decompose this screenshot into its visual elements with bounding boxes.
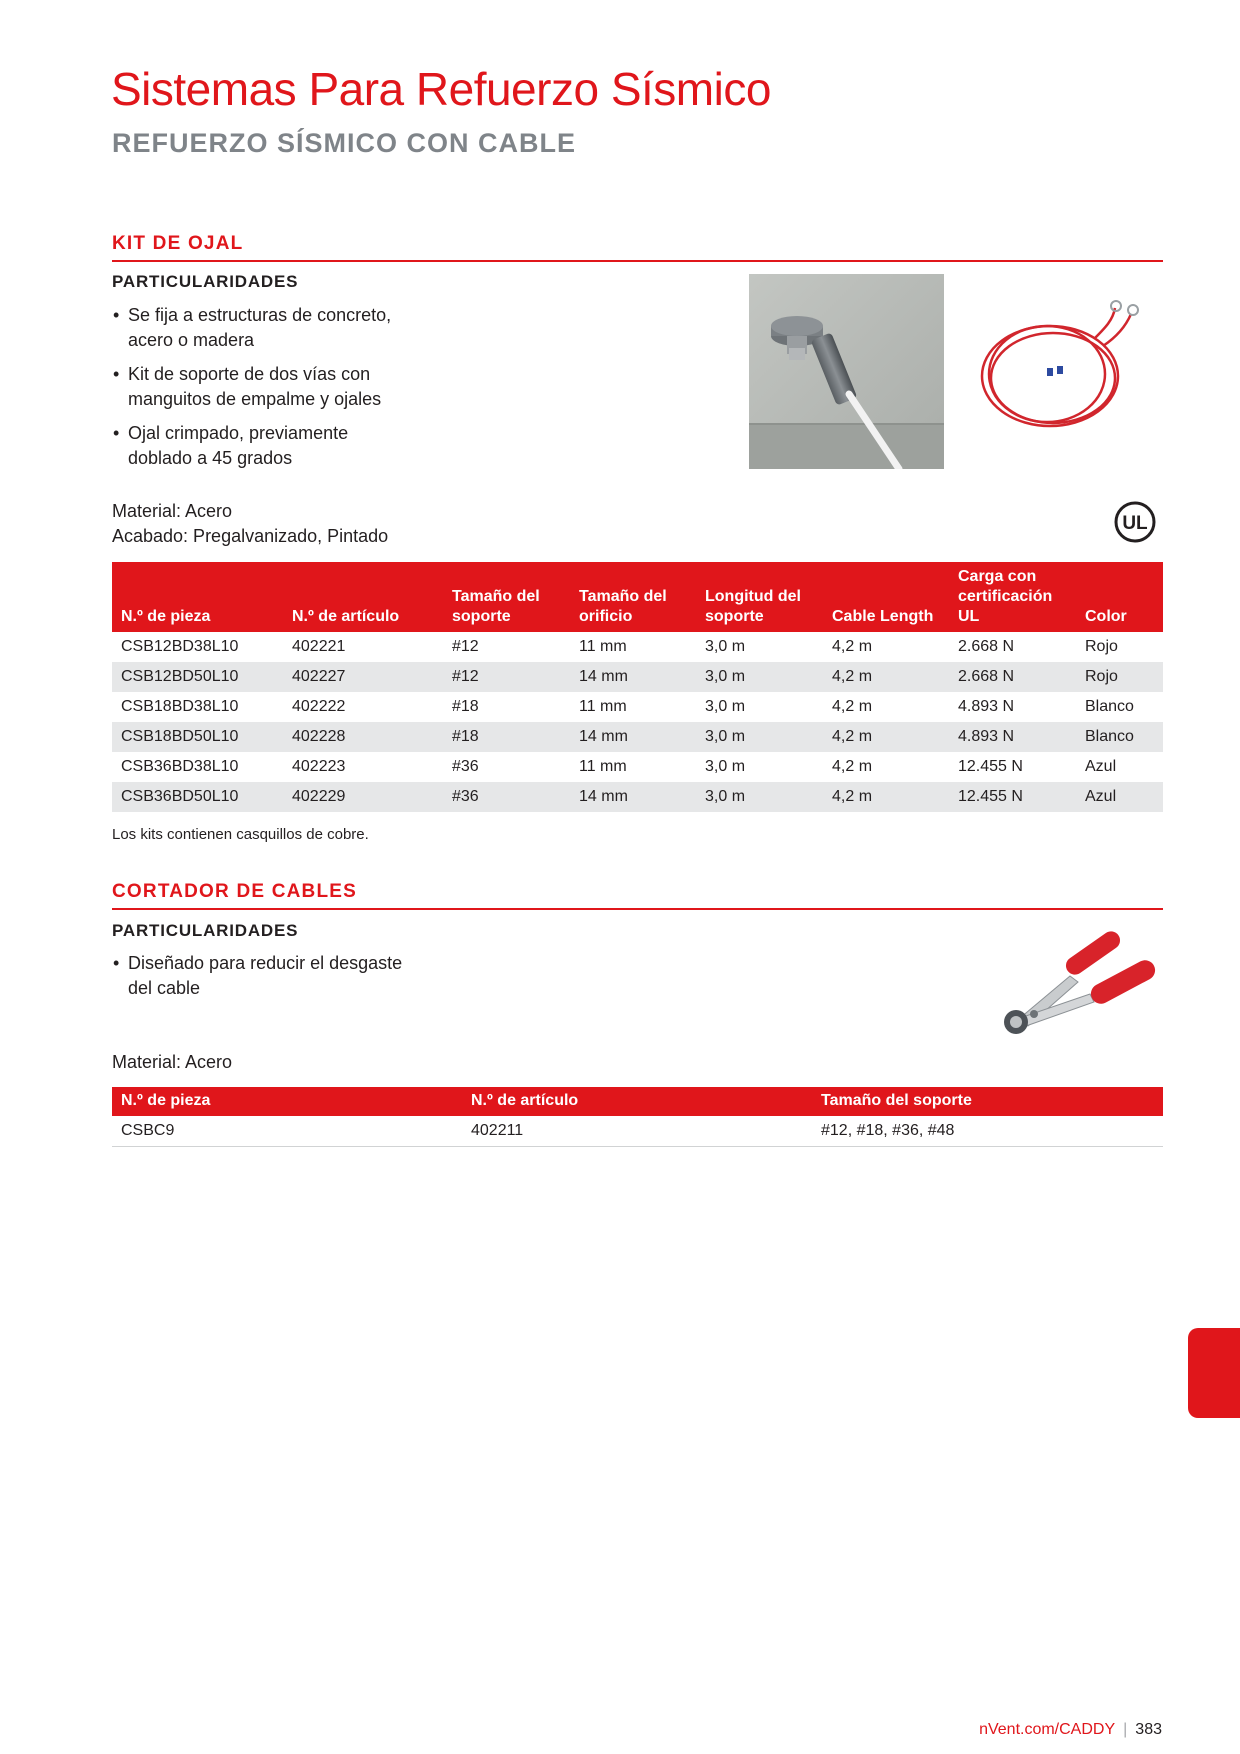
table-cell: Azul [1085,758,1117,775]
table-cell: 4,2 m [823,662,949,692]
footer [979,1721,1162,1739]
section-heading-kit-ojal: KIT DE OJAL [112,233,1163,262]
section-tab-marker [1188,1328,1240,1418]
table-cell: 3,0 m [705,698,746,715]
col-header-color: Color [1076,562,1163,632]
page-title: Sistemas Para Refuerzo Sísmico [111,63,771,115]
product-photo-cable-cutter [990,918,1166,1040]
table-row [112,632,1163,662]
table-cell: #12 [452,638,479,655]
table-cell: 402227 [283,662,443,692]
table-row [112,662,1163,692]
table-cell: #12, #18, #36, #48 [812,1116,1163,1147]
table-cell: 402228 [283,722,443,752]
table-cell: 4,2 m [832,698,873,715]
table-cell: 11 mm [579,758,627,775]
kit-note: Los kits contienen casquillos de cobre. [112,826,369,843]
table-cell: 3,0 m [696,722,823,752]
col-header-pieza: N.º de pieza [112,562,283,632]
table-cell: 4,2 m [832,758,873,775]
table-cell: CSB18BD38L10 [121,698,239,715]
table-header-row [112,562,1163,632]
table-cell: Blanco [1085,698,1134,715]
table-cell: 402223 [292,758,346,775]
table-cell: 3,0 m [696,662,823,692]
feature-item: • Se fija a estructuras de concreto, acero o madera [112,303,412,353]
table-cell: 2.668 N [958,638,1015,655]
finish-text: Acabado: Pregalvanizado, Pintado [112,526,389,546]
table-cell: 3,0 m [696,782,823,812]
table-cell: CSB36BD38L10 [121,758,239,775]
col-header-articulo: N.º de artículo [462,1087,812,1116]
feature-item: • Diseñado para reducir el desgaste del cable [112,951,422,1001]
table-row [112,692,1163,722]
table-cell: 402229 [283,782,443,812]
table-cell: 3,0 m [705,758,746,775]
feature-item: • Kit de soporte de dos vías con manguitos de empalme y ojales [112,362,412,412]
features-list [112,303,412,480]
table-cell: 11 mm [579,638,627,655]
footer-url[interactable]: nVent.com/CADDY [979,1721,1116,1738]
table-cell: 402211 [462,1116,812,1147]
table-cell: 4.893 N [958,698,1015,715]
col-header-pieza: N.º de pieza [112,1087,462,1116]
page-subtitle: REFUERZO SÍSMICO CON CABLE [112,128,577,158]
table-cell: 4.893 N [949,722,1076,752]
section-heading-cortador: CORTADOR DE CABLES [112,881,1163,910]
ul-logo-icon [1113,500,1157,544]
table-cell: #36 [443,782,570,812]
col-header-tamano-soporte: Tamaño del soporte [812,1087,1163,1116]
table-cell: 11 mm [579,698,627,715]
table-header-row [112,1087,1163,1116]
material-text: Material: Acero [112,1052,233,1072]
table-row [112,1116,1163,1147]
col-header-longitud: Longitud del soporte [696,562,823,632]
table-cell: Rojo [1076,662,1163,692]
table-cell: CSB12BD38L10 [121,638,239,655]
features-list [112,951,422,1010]
table-cell: 4,2 m [823,782,949,812]
table-row [112,752,1163,782]
product-photo-attachment [749,274,944,469]
page-number: 383 [1135,1721,1162,1738]
cortador-table [112,1087,1163,1147]
kit-ojal-table [112,562,1163,812]
table-cell: 4,2 m [823,722,949,752]
table-cell: CSBC9 [112,1116,462,1147]
table-cell: 12.455 N [949,782,1076,812]
table-cell: #12 [443,662,570,692]
material-text: Material: Acero [112,501,233,521]
table-cell: 12.455 N [958,758,1023,775]
table-cell: 14 mm [570,722,696,752]
product-photo-cable-kit [975,298,1145,434]
table-cell: 3,0 m [705,638,746,655]
col-header-carga: Carga con certificación UL [949,562,1076,632]
table-cell: 4,2 m [832,638,873,655]
table-cell: CSB18BD50L10 [112,722,283,752]
table-row [112,782,1163,812]
table-cell: 402222 [292,698,346,715]
col-header-tamano-soporte: Tamaño del soporte [443,562,570,632]
table-cell: Blanco [1076,722,1163,752]
col-header-cable-length: Cable Length [823,562,949,632]
table-cell: Azul [1076,782,1163,812]
footer-separator: | [1123,1721,1128,1738]
table-cell: CSB12BD50L10 [112,662,283,692]
feature-item: • Ojal crimpado, previamente doblado a 45 grados [112,421,412,471]
table-cell: 14 mm [570,782,696,812]
table-cell: #18 [443,722,570,752]
table-cell: 14 mm [570,662,696,692]
table-cell: 2.668 N [949,662,1076,692]
table-cell: 402221 [292,638,346,655]
table-cell: Rojo [1085,638,1118,655]
table-cell: CSB36BD50L10 [112,782,283,812]
ul-logo-text: UL [1122,513,1148,534]
features-heading: PARTICULARIDADES [112,921,299,940]
col-header-tamano-orificio: Tamaño del orificio [570,562,696,632]
table-cell: #36 [452,758,479,775]
table-cell: #18 [452,698,479,715]
features-heading: PARTICULARIDADES [112,272,299,291]
table-row [112,722,1163,752]
col-header-articulo: N.º de artículo [283,562,443,632]
